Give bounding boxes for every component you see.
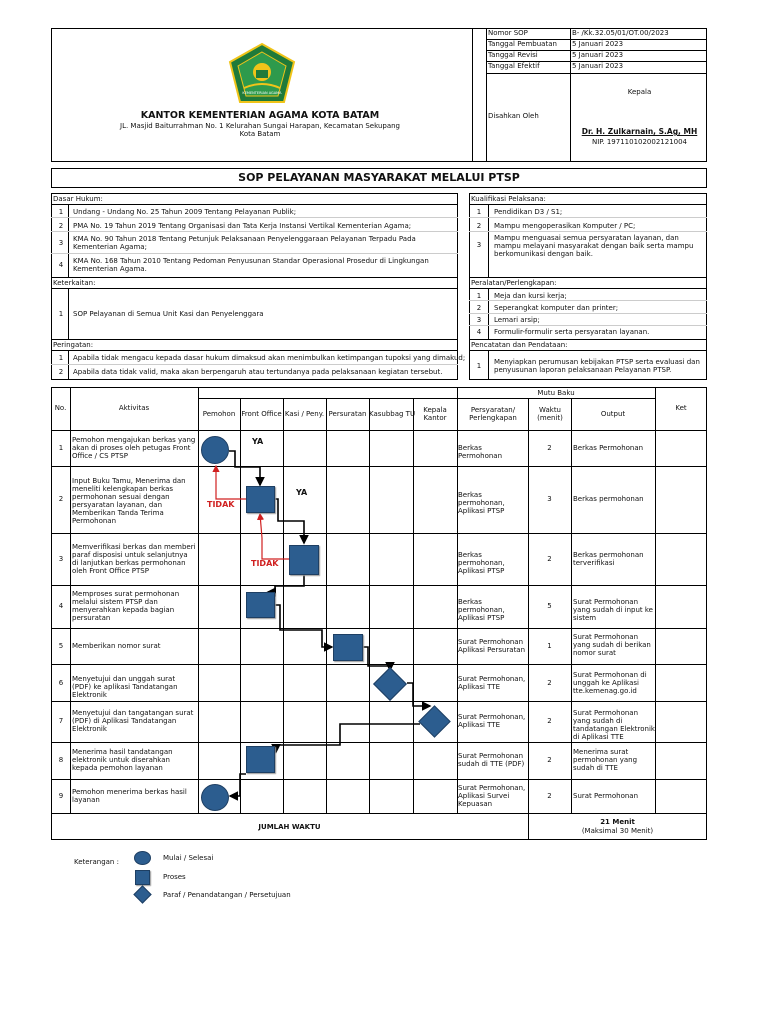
meta-value-efektif: 5 Januari 2023 <box>572 62 624 70</box>
row-waktu: 2 <box>547 792 552 800</box>
signer-name: Dr. H. Zulkarnain, S.Ag, MH <box>581 127 698 136</box>
header-output: Output <box>600 410 626 418</box>
keterkaitan-item: SOP Pelayanan di Semua Unit Kasi dan Penyelenggara <box>73 310 264 318</box>
header-front-office: Front Office <box>241 410 282 418</box>
kualifikasi-label: Kualifikasi Pelaksana: <box>471 195 546 203</box>
header-kasi: Kasi / Peny. <box>284 410 325 418</box>
row-waktu: 5 <box>547 602 552 610</box>
row-aktivitas: Memberikan nomor surat <box>72 642 161 650</box>
dasar-hukum-num: 3 <box>58 239 64 247</box>
kualifikasi-num: 1 <box>476 208 482 216</box>
header-mutu-baku: Mutu Baku <box>537 389 575 397</box>
peralatan-num: 2 <box>476 304 482 312</box>
peringatan-num: 1 <box>58 354 64 362</box>
tidak-label: TIDAK <box>207 500 235 509</box>
legend-square-icon <box>135 870 150 885</box>
row-output: Surat Permohonan yang sudah di tandatangan Elektronik di Aplikasi TTE <box>573 709 655 741</box>
row-output: Surat Permohonan <box>573 792 639 800</box>
ya-label: YA <box>252 437 264 446</box>
logo-text: KEMENTERIAN AGAMA <box>242 91 282 95</box>
row-no: 6 <box>58 679 64 687</box>
row-waktu: 1 <box>547 642 552 650</box>
row-persyaratan: Surat Permohonan, Aplikasi Survei Kepuasan <box>458 784 526 808</box>
tidak-label: TIDAK <box>251 559 279 568</box>
pencatatan-num: 1 <box>476 362 482 370</box>
row-no: 3 <box>58 555 64 563</box>
row-persyaratan: Berkas permohonan, Aplikasi PTSP <box>458 598 505 622</box>
meta-value-nomor: B- /Kk.32.05/01/OT.00/2023 <box>572 29 669 37</box>
process-shape <box>289 545 319 575</box>
row-persyaratan: Berkas permohonan, Aplikasi PTSP <box>458 491 505 515</box>
end-shape <box>201 784 229 811</box>
peringatan-item: Apabila tidak mengacu kepada dasar hukum dimaksud akan menimbulkan ketimpangan tupoksi yang dimakud; <box>73 354 466 362</box>
office-name: KANTOR KEMENTERIAN AGAMA KOTA BATAM <box>140 110 380 121</box>
legend-item: Proses <box>163 873 186 881</box>
peralatan-item: Lemari arsip; <box>494 316 540 324</box>
peralatan-num: 4 <box>476 328 482 336</box>
row-waktu: 2 <box>547 756 552 764</box>
legend-item: Paraf / Penandatangan / Persetujuan <box>163 891 291 899</box>
peringatan-item: Apabila data tidak valid, maka akan berpengaruh atau tertundanya pada pelaksanaan kegiatan tersebut. <box>73 368 443 376</box>
dasar-hukum-item: Undang - Undang No. 25 Tahun 2009 Tentang Pelayanan Publik; <box>73 208 297 216</box>
dasar-hukum-num: 2 <box>58 222 64 230</box>
row-persyaratan: Surat Permohonan sudah di TTE (PDF) <box>458 752 525 768</box>
row-aktivitas: Pemohon mengajukan berkas yang akan di proses oleh petugas Front Office / CS PTSP <box>72 436 196 460</box>
row-output: Berkas Permohonan <box>573 444 644 452</box>
row-aktivitas: Menyetujui dan tangatangan surat (PDF) di Aplikasi Tandatangan Elektronik <box>72 709 194 733</box>
peralatan-num: 3 <box>476 316 482 324</box>
process-shape <box>246 486 275 513</box>
disahkan-label: Disahkan Oleh <box>488 112 539 120</box>
ya-label: YA <box>296 488 308 497</box>
kemenag-logo <box>226 42 298 106</box>
row-no: 1 <box>58 444 64 452</box>
row-output: Berkas permohonan terverifikasi <box>573 551 644 567</box>
row-aktivitas: Memverifikasi berkas dan memberi paraf disposisi untuk selanjutnya di lanjutkan berkas permohonan oleh Front Office PTSP <box>72 543 196 575</box>
header-persyaratan: Persyaratan/ Perlengkapan <box>469 406 517 422</box>
dasar-hukum-num: 1 <box>58 208 64 216</box>
keterkaitan-num: 1 <box>58 310 64 318</box>
dasar-hukum-item: KMA No. 168 Tahun 2010 Tentang Pedoman Penyusunan Standar Operasional Prosedur di Lingkungan Kementerian Agama. <box>73 257 429 273</box>
jumlah-waktu-value: 21 Menit <box>600 818 635 826</box>
row-waktu: 2 <box>547 555 552 563</box>
header-kasubbag: Kasubbag TU <box>369 410 416 418</box>
row-output: Surat Permohonan yang sudah di input ke sistem <box>573 598 653 622</box>
row-waktu: 2 <box>547 444 552 452</box>
row-no: 7 <box>58 717 64 725</box>
row-no: 5 <box>58 642 64 650</box>
legend-label: Keterangan : <box>74 858 119 866</box>
row-no: 4 <box>58 602 64 610</box>
dasar-hukum-num: 4 <box>58 261 64 269</box>
row-waktu: 3 <box>547 495 552 503</box>
dasar-hukum-item: PMA No. 19 Tahun 2019 Tentang Organisasi dan Tata Kerja Instansi Vertikal Kementerian Agama; <box>73 222 412 230</box>
header-pemohon: Pemohon <box>202 410 236 418</box>
process-shape <box>333 634 363 661</box>
start-shape <box>201 436 229 464</box>
jumlah-waktu-label: JUMLAH WAKTU <box>258 823 321 831</box>
row-waktu: 2 <box>547 679 552 687</box>
row-output: Menerima surat permohonan yang sudah di TTE <box>573 748 638 772</box>
keterkaitan-label: Keterkaitan: <box>53 279 96 287</box>
row-no: 8 <box>58 756 64 764</box>
row-persyaratan: Surat Permohonan, Aplikasi TTE <box>458 713 526 729</box>
meta-value-pembuatan: 5 Januari 2023 <box>572 40 624 48</box>
pencatatan-label: Pencatatan dan Pendataan: <box>471 341 568 349</box>
row-persyaratan: Surat Permohonan Aplikasi Persuratan <box>458 638 526 654</box>
peralatan-num: 1 <box>476 292 482 300</box>
peralatan-item: Formulir-formulir serta persyaratan layanan. <box>494 328 650 336</box>
kualifikasi-item: Mampu menguasai semua persyaratan layanan, dan mampu melayani masyarakat dengan baik serta mampu berkomunikasi dengan baik. <box>494 234 694 258</box>
page-title: SOP PELAYANAN MASYARAKAT MELALUI PTSP <box>238 171 520 184</box>
pencatatan-item: Menyiapkan perumusan kebijakan PTSP serta evaluasi dan penyusunan laporan pelaksanaan Pelayanan PTSP. <box>494 358 700 374</box>
kualifikasi-item: Pendidikan D3 / S1; <box>494 208 563 216</box>
meta-label-revisi: Tanggal Revisi <box>488 51 538 59</box>
kualifikasi-num: 2 <box>476 222 482 230</box>
meta-label-nomor: Nomor SOP <box>488 29 528 37</box>
kepala-label: Kepala <box>627 88 652 96</box>
header-waktu: Waktu (menit) <box>537 406 563 422</box>
meta-label-efektif: Tanggal Efektif <box>488 62 540 70</box>
legend-item: Mulai / Selesai <box>163 854 214 862</box>
peralatan-label: Peralatan/Perlengkapan: <box>471 279 557 287</box>
header-kepala-kantor: Kepala Kantor <box>423 406 447 422</box>
row-aktivitas: Input Buku Tamu, Menerima dan meneliti kelengkapan berkas permohonan sesuai dengan persyaratan layanan, dan Memberikan Tanda Terima Permohonan <box>72 477 186 525</box>
legend-diamond-icon <box>133 885 151 903</box>
legend-circle-icon <box>134 851 151 865</box>
meta-value-revisi: 5 Januari 2023 <box>572 51 624 59</box>
peralatan-item: Seperangkat komputer dan printer; <box>494 304 619 312</box>
kualifikasi-item: Mampu mengoperasikan Komputer / PC; <box>494 222 636 230</box>
peralatan-item: Meja dan kursi kerja; <box>494 292 567 300</box>
signer-nip: NIP. 197110102002121004 <box>591 138 688 146</box>
row-persyaratan: Surat Permohonan, Aplikasi TTE <box>458 675 526 691</box>
row-output: Surat Permohonan yang sudah di berikan nomor surat <box>573 633 651 657</box>
kualifikasi-num: 3 <box>476 241 482 249</box>
row-waktu: 2 <box>547 717 552 725</box>
peringatan-label: Peringatan: <box>53 341 94 349</box>
process-shape <box>246 592 275 618</box>
row-output: Berkas permohonan <box>573 495 644 503</box>
meta-label-pembuatan: Tanggal Pembuatan <box>488 40 557 48</box>
header-ket: Ket <box>675 404 687 412</box>
row-persyaratan: Berkas permohonan, Aplikasi PTSP <box>458 551 505 575</box>
header-persuratan: Persuratan <box>328 410 367 418</box>
process-shape <box>246 746 275 773</box>
row-aktivitas: Pemohon menerima berkas hasil layanan <box>72 788 187 804</box>
row-no: 9 <box>58 792 64 800</box>
row-output: Surat Permohonan di unggah ke Aplikasi tte.kemenag.go.id <box>573 671 647 695</box>
header-no: No. <box>54 404 67 412</box>
dasar-hukum-item: KMA No. 90 Tahun 2018 Tentang Petunjuk Pelaksanaan Penyelenggaraan Pelayanan Terpadu Pada Kementerian Agama; <box>73 235 416 251</box>
row-aktivitas: Memproses surat permohonan melalui sistem PTSP dan menyerahkan kepada bagian persuratan <box>72 590 180 622</box>
office-address: JL. Masjid Baiturrahman No. 1 Kelurahan Sungai Harapan, Kecamatan Sekupang <box>120 122 400 130</box>
row-no: 2 <box>58 495 64 503</box>
office-city: Kota Batam <box>239 130 281 138</box>
row-aktivitas: Menerima hasil tandatangan elektronik untuk diserahkan kepada pemohon layanan <box>72 748 173 772</box>
jumlah-waktu-max: (Maksimal 30 Menit) <box>581 827 654 835</box>
header-aktivitas: Aktivitas <box>118 404 150 412</box>
row-aktivitas: Menyetujui dan unggah surat (PDF) ke aplikasi Tandatangan Elektronik <box>72 675 178 699</box>
peringatan-num: 2 <box>58 368 64 376</box>
dasar-hukum-label: Dasar Hukum: <box>53 195 103 203</box>
row-persyaratan: Berkas Permohonan <box>458 444 503 460</box>
